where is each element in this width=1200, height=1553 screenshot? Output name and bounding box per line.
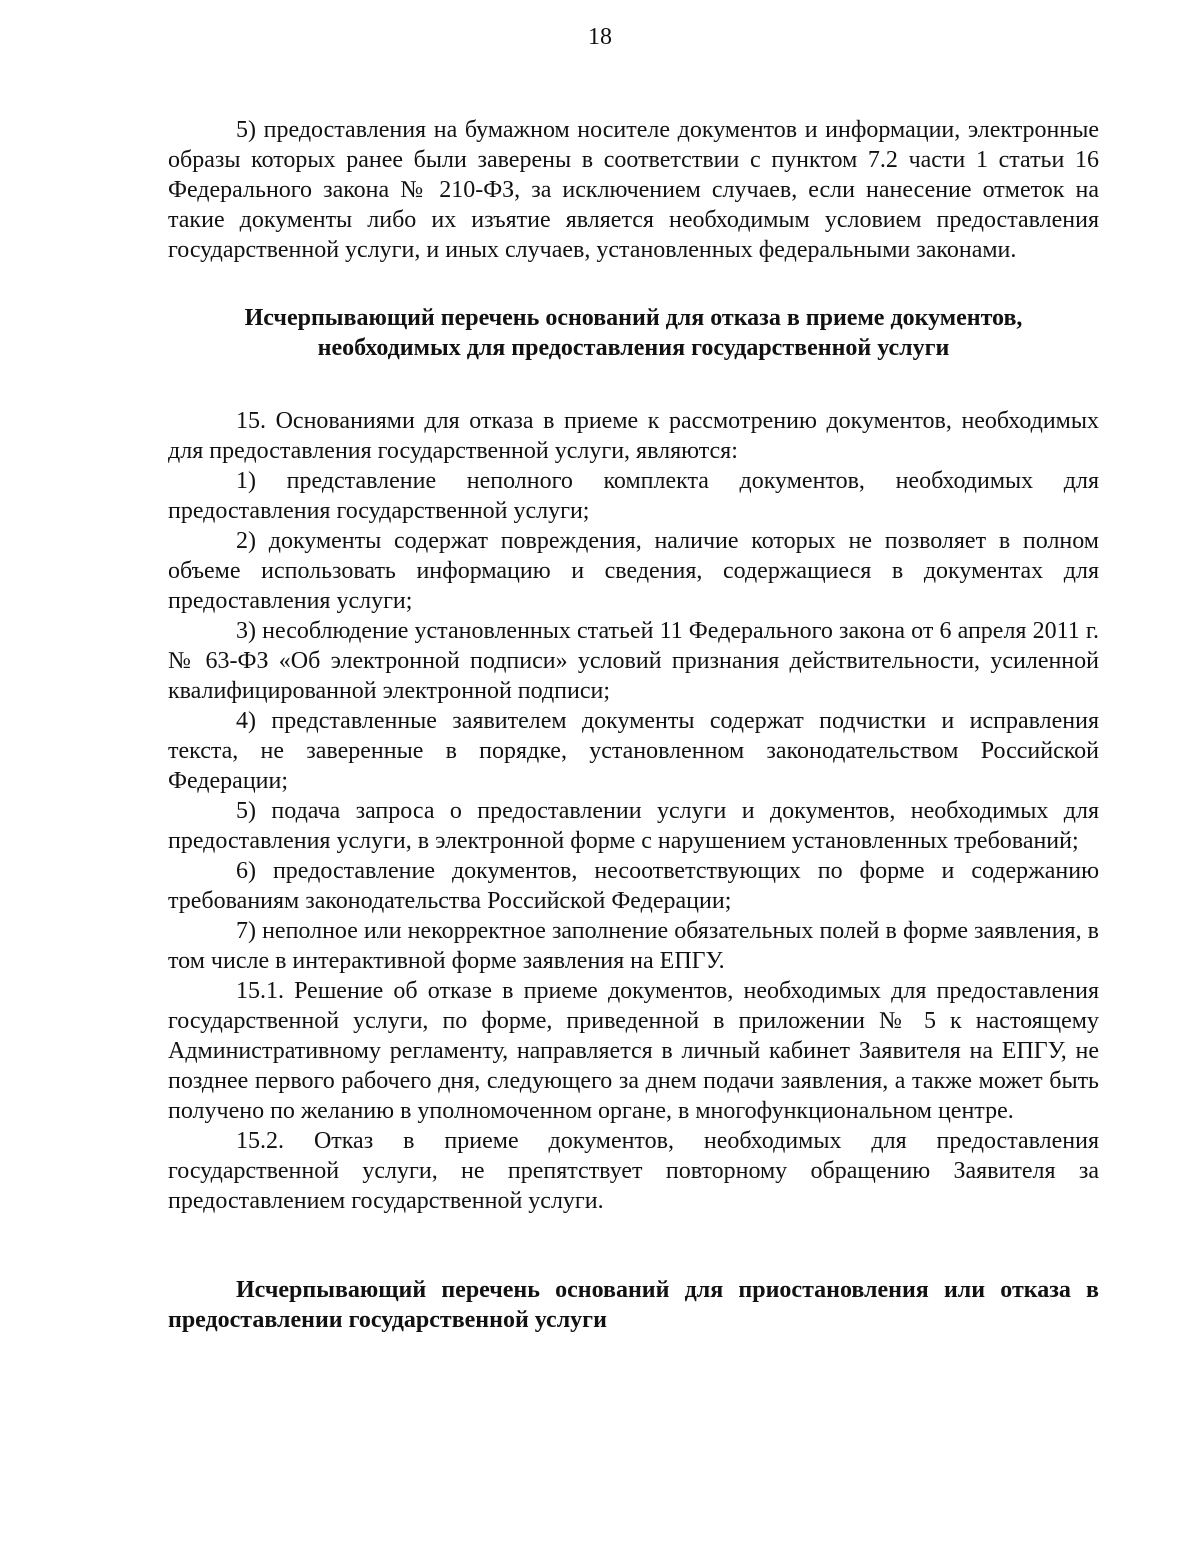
list-item-1: 1) представление неполного комплекта документов, необходимых для предоставления государственной услуги; xyxy=(168,468,1099,524)
list-item-4: 4) представленные заявителем документы содержат подчистки и исправления текста, не заверенные в порядке, установленном законодательством Российской Федерации; xyxy=(168,708,1099,794)
heading-line-1: Исчерпывающий перечень оснований для отказа в приеме документов, xyxy=(244,305,1023,331)
list-item-7: 7) неполное или некорректное заполнение обязательных полей в форме заявления, в том числе в интерактивной форме заявления на ЕПГУ. xyxy=(168,918,1099,974)
paragraph-15-2: 15.2. Отказ в приеме документов, необходимых для предоставления государственной услуги, не препятствует повторному обращению Заявителя за предоставлением государственной услуги. xyxy=(168,1128,1099,1214)
list-item-6: 6) предоставление документов, несоответствующих по форме и содержанию требованиям законодательства Российской Федерации; xyxy=(168,858,1099,914)
page-content xyxy=(168,115,1099,1335)
heading-suspension-refusal: Исчерпывающий перечень оснований для приостановления или отказа в предоставлении государственной услуги xyxy=(168,1277,1099,1333)
paragraph-item-5: 5) предоставления на бумажном носителе документов и информации, электронные образы которых ранее были заверены в соответствии с пунктом 7.2 части 1 статьи 16 Федерального закона № 210-ФЗ, за исключением случаев, если нанесение отметок на такие документы либо их изъятие является необходимым условием предоставления государственной услуги, и иных случаев, установленных федеральными законами. xyxy=(168,117,1099,263)
paragraph-15-1: 15.1. Решение об отказе в приеме документов, необходимых для предоставления государственной услуги, по форме, приведенной в приложении № 5 к настоящему Административному регламенту, направляется в личный кабинет Заявителя на ЕПГУ, не позднее первого рабочего дня, следующего за днем подачи заявления, а также может быть получено по желанию в уполномоченном органе, в многофункциональном центре. xyxy=(168,978,1099,1124)
heading-line-2: необходимых для предоставления государственной услуги xyxy=(317,335,950,361)
spacer xyxy=(168,1216,1099,1275)
paragraph-15: 15. Основаниями для отказа в приеме к рассмотрению документов, необходимых для предоставления государственной услуги, являются: xyxy=(168,408,1099,464)
page-number: 18 xyxy=(588,24,612,50)
spacer xyxy=(168,363,1099,406)
list-item-5: 5) подача запроса о предоставлении услуги и документов, необходимых для предоставления услуги, в электронной форме с нарушением установленных требований; xyxy=(168,798,1099,854)
heading-refusal-acceptance xyxy=(168,303,1099,363)
list-item-2: 2) документы содержат повреждения, наличие которых не позволяет в полном объеме использовать информацию и сведения, содержащиеся в документах для предоставления услуги; xyxy=(168,528,1099,614)
list-item-3: 3) несоблюдение установленных статьей 11 Федерального закона от 6 апреля 2011 г. № 63-ФЗ «Об электронной подписи» условий признания действительности, усиленной квалифицированной электронной подписи; xyxy=(168,618,1099,704)
